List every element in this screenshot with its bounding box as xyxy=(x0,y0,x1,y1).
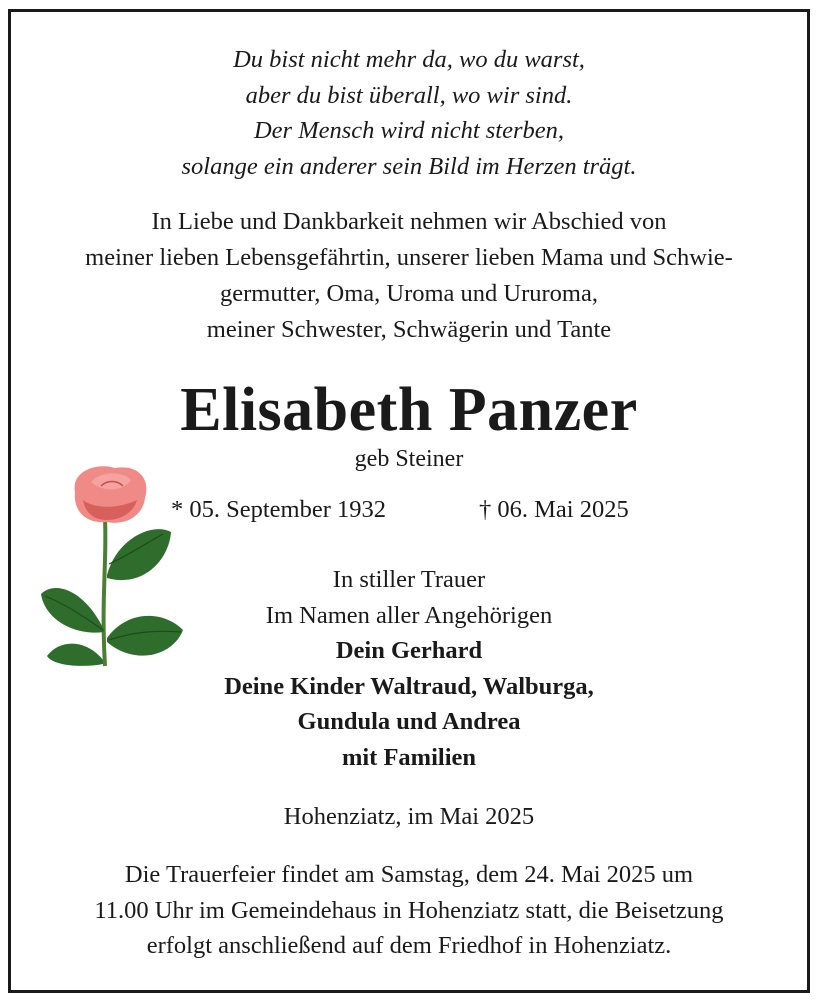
mourners-line: Im Namen aller Angehörigen xyxy=(265,601,553,629)
service-line: 11.00 Uhr im Gemeindehaus in Hohenziatz statt, die Beisetzung xyxy=(94,896,724,924)
poem xyxy=(11,42,807,184)
mourners-line: mit Familien xyxy=(341,743,477,771)
mourners-line: In stiller Trauer xyxy=(332,566,486,593)
death-date: † 06. Mai 2025 xyxy=(479,496,629,523)
service-line: erfolgt anschließend auf dem Friedhof in Hohenziatz. xyxy=(146,932,672,959)
maiden-name: geb Steiner xyxy=(354,446,464,472)
obituary-frame xyxy=(8,9,810,993)
life-dates xyxy=(171,492,671,528)
deceased-name: Elisabeth Panzer xyxy=(180,376,638,444)
mourners-line: Deine Kinder Waltraud, Walburga, xyxy=(224,672,594,700)
birth-date: * 05. September 1932 xyxy=(171,496,387,523)
poem-line: Der Mensch wird nicht sterben, xyxy=(253,117,565,144)
place-date: Hohenziatz, im Mai 2025 xyxy=(283,803,535,830)
funeral-service-info xyxy=(11,857,807,964)
mourners-line: Dein Gerhard xyxy=(335,637,483,664)
intro-text xyxy=(11,204,807,348)
intro-line: meiner lieben Lebensgefährtin, unserer lieben Mama und Schwie- xyxy=(85,244,733,271)
poem-line: aber du bist überall, wo wir sind. xyxy=(245,81,573,109)
mourners xyxy=(11,562,807,775)
poem-line: Du bist nicht mehr da, wo du warst, xyxy=(233,46,585,73)
intro-line: In Liebe und Dankbarkeit nehmen wir Abschied von xyxy=(151,208,667,235)
intro-line: germutter, Oma, Uroma und Ururoma, xyxy=(220,280,598,307)
poem-line: solange ein anderer sein Bild im Herzen trägt. xyxy=(181,152,637,180)
service-line: Die Trauerfeier findet am Samstag, dem 24. Mai 2025 um xyxy=(124,861,694,888)
intro-line: meiner Schwester, Schwägerin und Tante xyxy=(206,316,612,343)
mourners-line: Gundula und Andrea xyxy=(297,708,521,735)
